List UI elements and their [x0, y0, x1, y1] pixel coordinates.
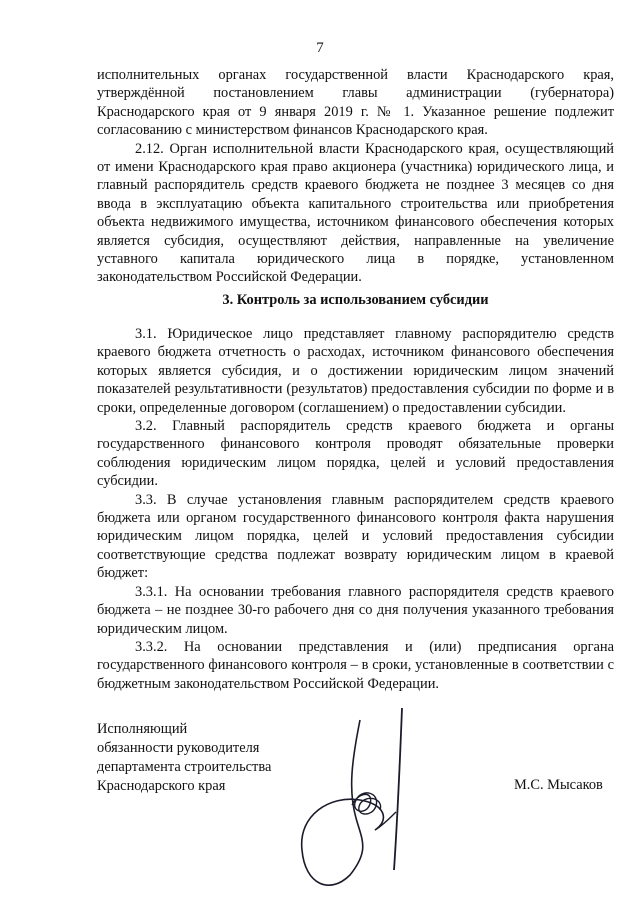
paragraph-3-3: 3.3. В случае установления главным распорядителем средств краевого бюджета или органом государственного финансового контроля факта нарушения юридическим лицом порядка, целей и условий предоставления субсидии соответствующие средства подлежат возврату юридическим лицом в краевой бюджет:	[97, 491, 614, 582]
paragraph-3-1: 3.1. Юридическое лицо представляет главному распорядителю средств краевого бюджета отчетность о расходах, источником финансового обеспечения которых является субсидия, и о достижении юридическим лицом значений показателей результативности (результатов) предоставления субсидии по форме и в сроки, определенные договором (соглашением) о предоставлении субсидии.	[97, 326, 614, 416]
section-3-body	[97, 325, 614, 693]
signatory-line-1: Исполняющий	[97, 721, 188, 737]
section-3-heading-block	[97, 291, 614, 309]
signatory-line-4: Краснодарского края	[97, 778, 226, 794]
signatory-name: М.С. Мысаков	[514, 777, 603, 793]
page-number: 7	[316, 40, 324, 56]
paragraph-3-3-2: 3.3.2. На основании представления и (или) предписания органа государственного финансового контроля – в сроки, установленные в соответствии с бюджетным законодательством Российской Федерации.	[97, 638, 614, 692]
signatory-title	[97, 720, 271, 796]
paragraph-3-3-1: 3.3.1. На основании требования главного распорядителя средств краевого бюджета – не позднее 30-го рабочего дня со дня получения указанного требования юридическим лицом.	[97, 583, 614, 637]
signatory-line-2: обязанности руководителя	[97, 740, 260, 756]
paragraph-3-2: 3.2. Главный распорядитель средств краевого бюджета и органы государственного финансового контроля проводят обязательные проверки соблюдения юридическим лицом порядка, целей и условий предоставления субсидии.	[97, 418, 614, 490]
paragraph-2-12: 2.12. Орган исполнительной власти Краснодарского края, осуществляющий от имени Краснодарского края право акционера (участника) юридического лица, и главный распорядитель средств краевого бюджета не позднее 3 месяцев со дня ввода в эксплуатацию объекта капитального строительства или приобретения объекта недвижимого имущества, источником финансового обеспечения которых является субсидия, осуществляют действия, направленные на увеличение уставного капитала юридического лица в порядке, установленном законодательством Российской Федерации.	[97, 140, 614, 286]
section-heading: 3. Контроль за использованием субсидии	[222, 292, 489, 308]
handwritten-signature	[290, 700, 430, 900]
continuation-paragraph: исполнительных органах государственной власти Краснодарского края, утверждённой постановлением главы администрации (губернатора) Краснодарского края от 9 января 2019 г. № 1. Указанное решение подлежит согласованию с министерством финансов Краснодарского края.	[97, 67, 614, 139]
signatory-line-3: департамента строительства	[97, 759, 272, 775]
section-2-continuation	[97, 66, 614, 287]
